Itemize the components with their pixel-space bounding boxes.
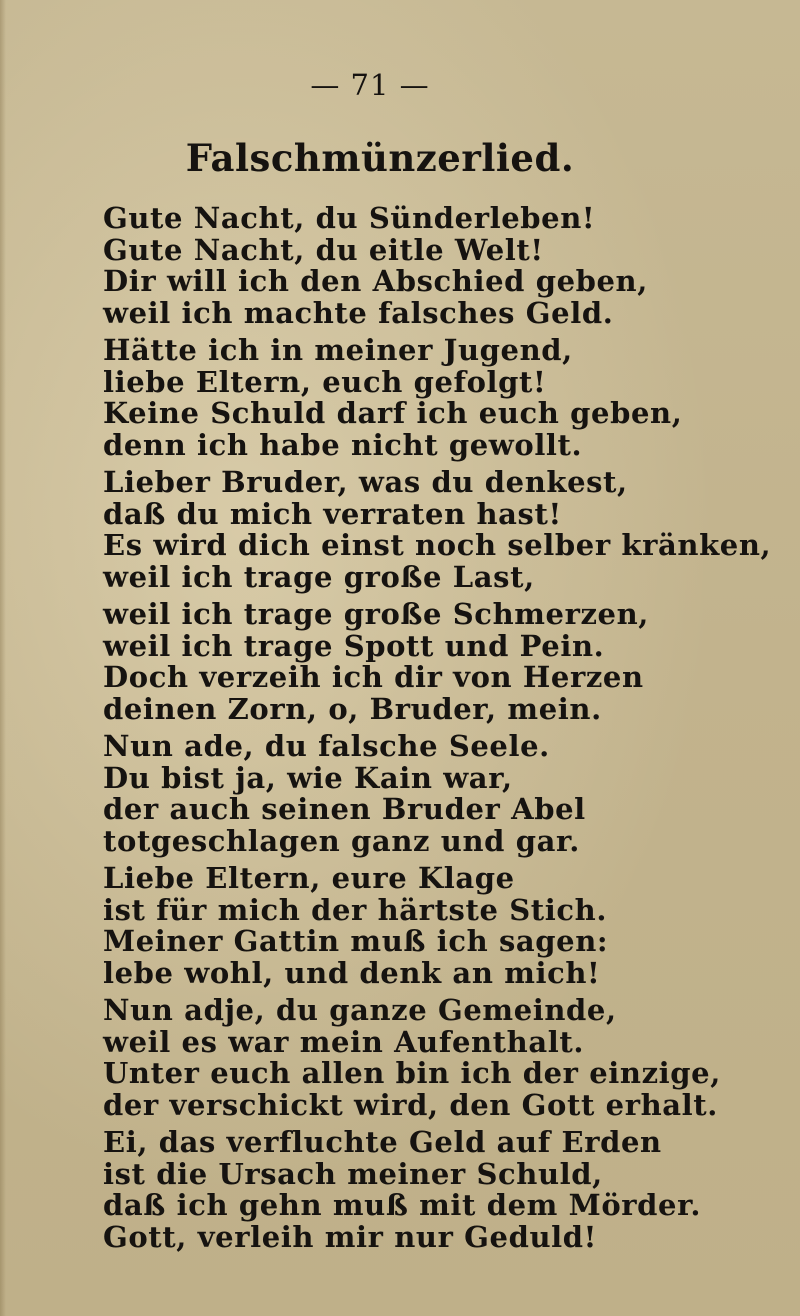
poem-line: Dir will ich den Abschied geben, <box>103 264 648 298</box>
poem-line: daß du mich verraten hast! <box>103 496 562 531</box>
poem-body <box>103 203 783 1259</box>
poem-line: der verschickt wird, den Gott erhalt. <box>103 1087 718 1122</box>
poem-line: totgeschlagen ganz und gar. <box>103 823 580 858</box>
page-number: — 71 — <box>310 68 430 102</box>
poem-line: ist für mich der härtste Stich. <box>103 892 608 927</box>
poem-line: ist die Ursach meiner Schuld, <box>103 1156 603 1191</box>
poem-line: liebe Eltern, euch gefolgt! <box>103 364 547 399</box>
stanza <box>103 467 783 593</box>
poem-line: lebe wohl, und denk an mich! <box>103 955 601 990</box>
poem-line: Gute Nacht, du eitle Welt! <box>103 232 544 267</box>
poem-line: Nun ade, du falsche Seele. <box>103 729 550 763</box>
poem-line: weil ich trage große Last, <box>103 559 535 594</box>
stanza <box>103 1127 783 1253</box>
poem-line: Ei, das verfluchte Geld auf Erden <box>103 1125 662 1159</box>
poem-line: weil ich machte falsches Geld. <box>103 295 614 330</box>
stanza <box>103 203 783 329</box>
page-edge-shadow <box>0 0 6 1316</box>
poem-line: weil ich trage Spott und Pein. <box>103 628 605 663</box>
stanza <box>103 863 783 989</box>
poem-line: Es wird dich einst noch selber kränken, <box>103 528 772 562</box>
stanza <box>103 731 783 857</box>
poem-line: deinen Zorn, o, Bruder, mein. <box>103 691 602 726</box>
poem-line: Hätte ich in meiner Jugend, <box>103 333 573 367</box>
poem-line: Nun adje, du ganze Gemeinde, <box>103 993 617 1027</box>
poem-line: Lieber Bruder, was du denkest, <box>103 465 628 499</box>
poem-line: Gute Nacht, du Sünderleben! <box>103 201 596 235</box>
stanza <box>103 335 783 461</box>
poem-line: weil es war mein Aufenthalt. <box>103 1024 585 1059</box>
stanza <box>103 995 783 1121</box>
poem-title: Falschmünzerlied. <box>185 136 575 180</box>
poem-line: Doch verzeih ich dir von Herzen <box>103 660 644 694</box>
poem-line: Keine Schuld darf ich euch geben, <box>103 396 683 430</box>
poem-line: Gott, verleih mir nur Geduld! <box>103 1219 597 1254</box>
poem-line: Unter euch allen bin ich der einzige, <box>103 1056 721 1090</box>
poem-line: daß ich gehn muß mit dem Mörder. <box>103 1188 702 1222</box>
poem-line: Liebe Eltern, eure Klage <box>103 861 515 895</box>
stanza <box>103 599 783 725</box>
poem-line: weil ich trage große Schmerzen, <box>103 597 649 631</box>
poem-line: der auch seinen Bruder Abel <box>103 792 586 826</box>
poem-line: Meiner Gattin muß ich sagen: <box>103 924 609 958</box>
poem-line: denn ich habe nicht gewollt. <box>103 427 583 462</box>
poem-line: Du bist ja, wie Kain war, <box>103 760 513 795</box>
